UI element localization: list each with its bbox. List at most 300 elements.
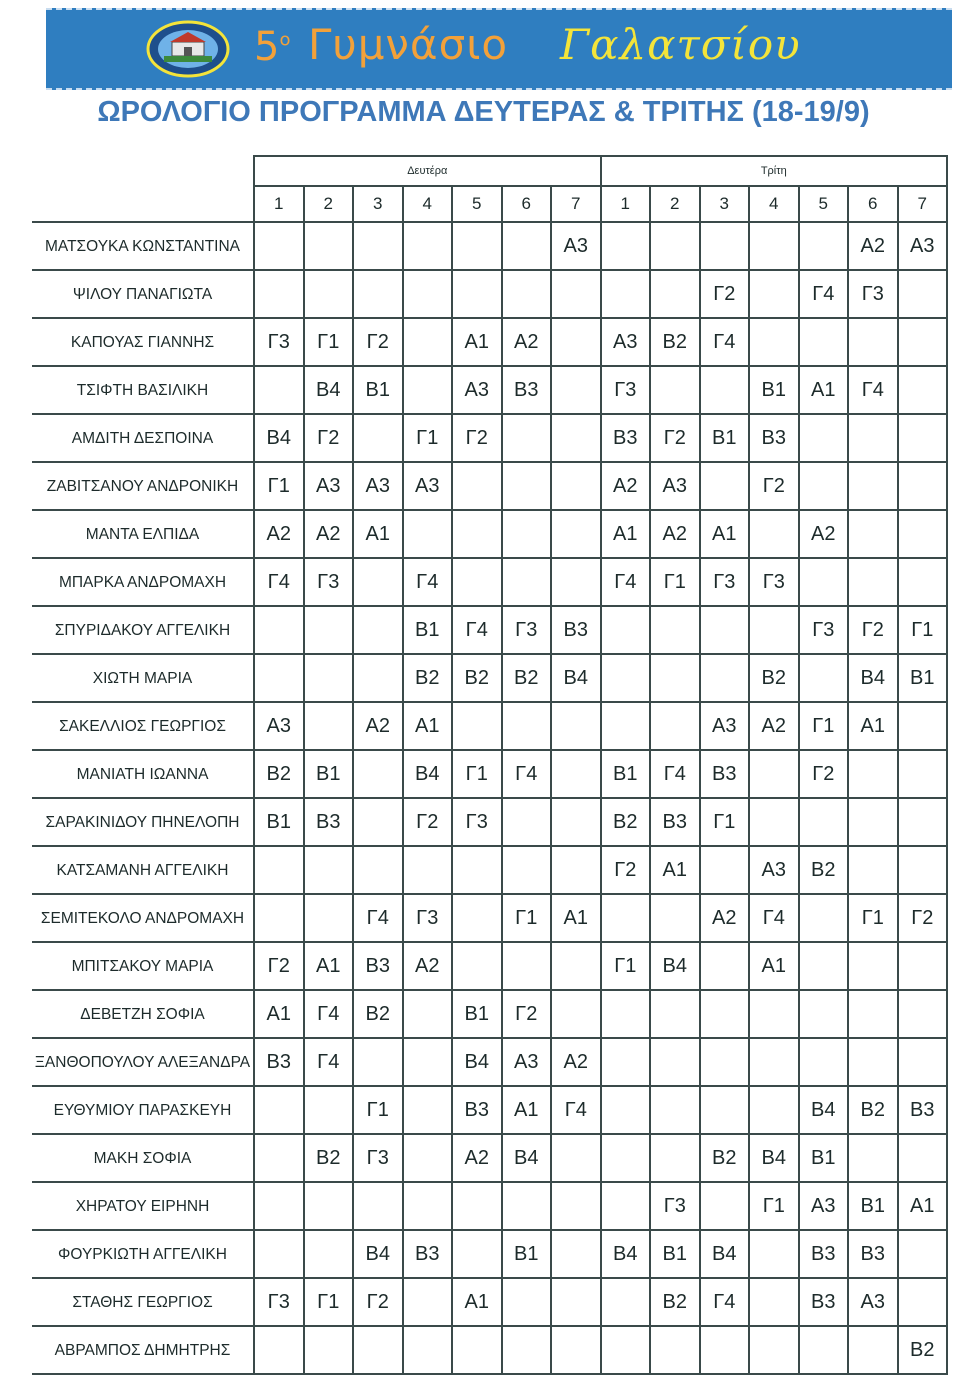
- teacher-name: ΑΜΔΙΤΗ ΔΕΣΠΟΙΝΑ: [32, 414, 254, 462]
- class-cell: [650, 1086, 700, 1134]
- class-cell: [304, 1326, 354, 1374]
- class-cell: [502, 558, 552, 606]
- teacher-name: ΜΠΑΡΚΑ ΑΝΔΡΟΜΑΧΗ: [32, 558, 254, 606]
- class-cell: [848, 846, 898, 894]
- class-cell: [749, 1086, 799, 1134]
- class-cell: [304, 702, 354, 750]
- class-cell: [898, 510, 948, 558]
- period-header: 6: [848, 186, 898, 222]
- class-cell: Γ2: [353, 318, 403, 366]
- class-cell: [452, 1182, 502, 1230]
- class-cell: [254, 270, 304, 318]
- class-cell: Β2: [403, 654, 453, 702]
- teacher-name: ΨΙΛΟΥ ΠΑΝΑΓΙΩΤΑ: [32, 270, 254, 318]
- class-cell: [898, 846, 948, 894]
- class-cell: [452, 510, 502, 558]
- class-cell: [403, 1326, 453, 1374]
- class-cell: Α1: [601, 510, 651, 558]
- teacher-name: ΜΑΚΗ ΣΟΦΙΑ: [32, 1134, 254, 1182]
- class-cell: Β2: [601, 798, 651, 846]
- class-cell: Α2: [650, 510, 700, 558]
- class-cell: Γ4: [749, 894, 799, 942]
- class-cell: [502, 414, 552, 462]
- class-cell: [353, 414, 403, 462]
- teacher-name: ΑΒΡΑΜΠΟΣ ΔΗΜΗΤΡΗΣ: [32, 1326, 254, 1374]
- class-cell: [502, 846, 552, 894]
- class-cell: [898, 702, 948, 750]
- class-cell: Β3: [304, 798, 354, 846]
- class-cell: [898, 1038, 948, 1086]
- class-cell: Β3: [749, 414, 799, 462]
- class-cell: [403, 366, 453, 414]
- class-cell: [502, 222, 552, 270]
- class-cell: Γ2: [304, 414, 354, 462]
- class-cell: Γ1: [898, 606, 948, 654]
- class-cell: [353, 846, 403, 894]
- class-cell: Γ4: [403, 558, 453, 606]
- class-cell: Γ1: [650, 558, 700, 606]
- class-cell: Γ1: [848, 894, 898, 942]
- class-cell: Β3: [700, 750, 750, 798]
- class-cell: [799, 798, 849, 846]
- teacher-row: [32, 1326, 947, 1374]
- class-cell: [452, 1230, 502, 1278]
- class-cell: Γ3: [304, 558, 354, 606]
- class-cell: [403, 318, 453, 366]
- class-cell: Α3: [353, 462, 403, 510]
- class-cell: Β4: [304, 366, 354, 414]
- class-cell: [848, 1134, 898, 1182]
- class-cell: [650, 1134, 700, 1182]
- class-cell: [799, 990, 849, 1038]
- class-cell: Γ4: [502, 750, 552, 798]
- class-cell: Α3: [700, 702, 750, 750]
- class-cell: [254, 654, 304, 702]
- class-cell: Α1: [452, 318, 502, 366]
- class-cell: Γ1: [799, 702, 849, 750]
- class-cell: [304, 270, 354, 318]
- class-cell: [848, 462, 898, 510]
- class-cell: Γ3: [700, 558, 750, 606]
- class-cell: Γ4: [700, 1278, 750, 1326]
- class-cell: [799, 1038, 849, 1086]
- class-cell: [551, 1134, 601, 1182]
- class-cell: Α1: [650, 846, 700, 894]
- class-cell: Β1: [700, 414, 750, 462]
- teacher-name: ΖΑΒΙΤΣΑΝΟΥ ΑΝΔΡΟΝΙΚΗ: [32, 462, 254, 510]
- class-cell: [848, 414, 898, 462]
- school-number: $5^o$: [254, 24, 291, 70]
- class-cell: [551, 1182, 601, 1230]
- class-cell: [601, 654, 651, 702]
- class-cell: Α3: [551, 222, 601, 270]
- class-cell: Β1: [650, 1230, 700, 1278]
- class-cell: Γ1: [353, 1086, 403, 1134]
- class-cell: [848, 1038, 898, 1086]
- class-cell: Γ1: [452, 750, 502, 798]
- class-cell: Α1: [254, 990, 304, 1038]
- class-cell: Γ3: [749, 558, 799, 606]
- class-cell: Β3: [551, 606, 601, 654]
- class-cell: Γ3: [799, 606, 849, 654]
- class-cell: [452, 702, 502, 750]
- class-cell: [502, 462, 552, 510]
- class-cell: [650, 654, 700, 702]
- class-cell: [848, 990, 898, 1038]
- class-cell: [898, 750, 948, 798]
- period-header: 5: [452, 186, 502, 222]
- class-cell: [353, 1038, 403, 1086]
- class-cell: [551, 942, 601, 990]
- class-cell: [700, 1326, 750, 1374]
- period-header: 1: [601, 186, 651, 222]
- class-cell: Β1: [403, 606, 453, 654]
- teacher-row: [32, 798, 947, 846]
- period-header: 3: [353, 186, 403, 222]
- class-cell: [452, 462, 502, 510]
- class-cell: Γ4: [452, 606, 502, 654]
- class-cell: Α2: [304, 510, 354, 558]
- class-cell: [353, 558, 403, 606]
- class-cell: [650, 702, 700, 750]
- class-cell: [848, 558, 898, 606]
- class-cell: Γ1: [304, 318, 354, 366]
- class-cell: Γ3: [353, 1134, 403, 1182]
- class-cell: [601, 222, 651, 270]
- teacher-row: [32, 1134, 947, 1182]
- class-cell: [749, 270, 799, 318]
- class-cell: Α1: [304, 942, 354, 990]
- teacher-name: ΕΥΘΥΜΙΟΥ ΠΑΡΑΣΚΕΥΗ: [32, 1086, 254, 1134]
- class-cell: [848, 1326, 898, 1374]
- teacher-name: ΜΠΙΤΣΑΚΟΥ ΜΑΡΙΑ: [32, 942, 254, 990]
- class-cell: Β1: [304, 750, 354, 798]
- class-cell: [452, 942, 502, 990]
- class-cell: Α3: [502, 1038, 552, 1086]
- teacher-row: [32, 654, 947, 702]
- class-cell: Α2: [848, 222, 898, 270]
- class-cell: [304, 222, 354, 270]
- class-cell: Γ4: [700, 318, 750, 366]
- class-cell: [502, 798, 552, 846]
- period-header: 5: [799, 186, 849, 222]
- day-header: Δευτέρα: [254, 156, 601, 186]
- class-cell: [502, 1326, 552, 1374]
- class-cell: [650, 894, 700, 942]
- class-cell: Β3: [898, 1086, 948, 1134]
- class-cell: [452, 222, 502, 270]
- class-cell: [551, 318, 601, 366]
- class-cell: Α1: [700, 510, 750, 558]
- school-banner: [46, 8, 952, 90]
- class-cell: Β3: [799, 1278, 849, 1326]
- class-cell: [749, 606, 799, 654]
- class-cell: [601, 1326, 651, 1374]
- class-cell: [898, 318, 948, 366]
- day-header: Τρίτη: [601, 156, 948, 186]
- class-cell: [254, 1086, 304, 1134]
- teacher-name: ΜΑΝΤΑ ΕΛΠΙΔΑ: [32, 510, 254, 558]
- class-cell: Β2: [353, 990, 403, 1038]
- class-cell: [799, 558, 849, 606]
- period-header: 4: [403, 186, 453, 222]
- class-cell: [254, 894, 304, 942]
- teacher-row: [32, 1086, 947, 1134]
- teacher-row: [32, 1278, 947, 1326]
- class-cell: [700, 462, 750, 510]
- class-cell: Γ1: [601, 942, 651, 990]
- class-cell: Β2: [749, 654, 799, 702]
- teacher-name: ΤΣΙΦΤΗ ΒΑΣΙΛΙΚΗ: [32, 366, 254, 414]
- class-cell: [700, 606, 750, 654]
- class-cell: Β4: [551, 654, 601, 702]
- class-cell: Β3: [601, 414, 651, 462]
- class-cell: Α3: [650, 462, 700, 510]
- teacher-name: ΔΕΒΕΤΖΗ ΣΟΦΙΑ: [32, 990, 254, 1038]
- corner-cell: [32, 186, 254, 222]
- class-cell: [551, 750, 601, 798]
- class-cell: [749, 990, 799, 1038]
- class-cell: [403, 510, 453, 558]
- class-cell: Α2: [601, 462, 651, 510]
- class-cell: [898, 366, 948, 414]
- class-cell: [749, 222, 799, 270]
- class-cell: [452, 558, 502, 606]
- class-cell: [898, 270, 948, 318]
- class-cell: Γ1: [749, 1182, 799, 1230]
- class-cell: Β4: [502, 1134, 552, 1182]
- class-cell: Β2: [848, 1086, 898, 1134]
- class-cell: [700, 654, 750, 702]
- class-cell: Β1: [749, 366, 799, 414]
- class-cell: [254, 846, 304, 894]
- period-header: 6: [502, 186, 552, 222]
- class-cell: [403, 1086, 453, 1134]
- teacher-row: [32, 558, 947, 606]
- schedule-table: [32, 155, 948, 1375]
- class-cell: [601, 1038, 651, 1086]
- teacher-name: ΜΑΝΙΑΤΗ ΙΩΑΝΝΑ: [32, 750, 254, 798]
- class-cell: Γ2: [700, 270, 750, 318]
- class-cell: Α3: [304, 462, 354, 510]
- class-cell: Β2: [700, 1134, 750, 1182]
- class-cell: Β1: [452, 990, 502, 1038]
- class-cell: Α2: [452, 1134, 502, 1182]
- class-cell: [898, 942, 948, 990]
- class-cell: [551, 1230, 601, 1278]
- class-cell: [452, 894, 502, 942]
- class-cell: Β4: [403, 750, 453, 798]
- class-cell: [502, 942, 552, 990]
- class-cell: [650, 366, 700, 414]
- class-cell: [848, 510, 898, 558]
- class-cell: [650, 1038, 700, 1086]
- class-cell: Α3: [848, 1278, 898, 1326]
- class-cell: Β3: [452, 1086, 502, 1134]
- class-cell: Γ2: [403, 798, 453, 846]
- class-cell: [749, 750, 799, 798]
- teacher-name: ΞΑΝΘΟΠΟΥΛΟΥ ΑΛΕΞΑΝΔΡΑ: [32, 1038, 254, 1086]
- class-cell: Α2: [700, 894, 750, 942]
- class-cell: [749, 798, 799, 846]
- class-cell: Β4: [254, 414, 304, 462]
- class-cell: Β1: [502, 1230, 552, 1278]
- class-cell: [601, 1134, 651, 1182]
- class-cell: [304, 1086, 354, 1134]
- class-cell: Β3: [353, 942, 403, 990]
- class-cell: Γ4: [551, 1086, 601, 1134]
- class-cell: [353, 750, 403, 798]
- class-cell: [749, 1038, 799, 1086]
- class-cell: [304, 846, 354, 894]
- class-cell: [848, 318, 898, 366]
- class-cell: [601, 894, 651, 942]
- class-cell: Γ3: [650, 1182, 700, 1230]
- class-cell: Α3: [254, 702, 304, 750]
- class-cell: Γ4: [353, 894, 403, 942]
- period-header: 7: [551, 186, 601, 222]
- class-cell: [700, 366, 750, 414]
- class-cell: Γ4: [601, 558, 651, 606]
- class-cell: [700, 846, 750, 894]
- class-cell: Β4: [601, 1230, 651, 1278]
- period-header: 2: [304, 186, 354, 222]
- class-cell: [799, 654, 849, 702]
- class-cell: [799, 414, 849, 462]
- class-cell: [403, 1278, 453, 1326]
- class-cell: [254, 1134, 304, 1182]
- class-cell: [551, 702, 601, 750]
- class-cell: Γ4: [254, 558, 304, 606]
- teacher-row: [32, 894, 947, 942]
- teacher-row: [32, 990, 947, 1038]
- class-cell: [601, 270, 651, 318]
- class-cell: Β1: [601, 750, 651, 798]
- teacher-row: [32, 510, 947, 558]
- teacher-name: ΣΤΑΘΗΣ ΓΕΩΡΓΙΟΣ: [32, 1278, 254, 1326]
- class-cell: Β2: [799, 846, 849, 894]
- teacher-row: [32, 702, 947, 750]
- class-cell: Α1: [848, 702, 898, 750]
- class-cell: Α3: [403, 462, 453, 510]
- class-cell: Γ1: [254, 462, 304, 510]
- class-cell: Β3: [650, 798, 700, 846]
- class-cell: [898, 558, 948, 606]
- class-cell: Γ2: [898, 894, 948, 942]
- class-cell: Γ2: [749, 462, 799, 510]
- class-cell: [799, 942, 849, 990]
- class-cell: [254, 1182, 304, 1230]
- class-cell: Γ2: [799, 750, 849, 798]
- class-cell: [898, 798, 948, 846]
- class-cell: [304, 1182, 354, 1230]
- class-cell: Γ1: [304, 1278, 354, 1326]
- class-cell: [254, 222, 304, 270]
- class-cell: Γ1: [502, 894, 552, 942]
- class-cell: [254, 366, 304, 414]
- class-cell: [304, 654, 354, 702]
- class-cell: [502, 702, 552, 750]
- class-cell: [601, 990, 651, 1038]
- class-cell: [403, 1134, 453, 1182]
- class-cell: Β3: [848, 1230, 898, 1278]
- class-cell: [898, 990, 948, 1038]
- class-cell: [551, 1326, 601, 1374]
- banner-school-type: Γυμνάσιο: [308, 20, 509, 69]
- class-cell: [403, 990, 453, 1038]
- class-cell: [650, 990, 700, 1038]
- class-cell: [799, 222, 849, 270]
- class-cell: [452, 1326, 502, 1374]
- class-cell: Γ4: [650, 750, 700, 798]
- class-cell: Γ2: [502, 990, 552, 1038]
- class-cell: Β2: [304, 1134, 354, 1182]
- class-cell: Β2: [502, 654, 552, 702]
- teacher-row: [32, 606, 947, 654]
- class-cell: [650, 1326, 700, 1374]
- teacher-name: ΜΑΤΣΟΥΚΑ ΚΩΝΣΤΑΝΤΙΝΑ: [32, 222, 254, 270]
- class-cell: [551, 558, 601, 606]
- class-cell: Β4: [700, 1230, 750, 1278]
- class-cell: [304, 894, 354, 942]
- class-cell: [601, 1278, 651, 1326]
- class-cell: [353, 654, 403, 702]
- class-cell: Α2: [403, 942, 453, 990]
- class-cell: Γ2: [353, 1278, 403, 1326]
- class-cell: [502, 1182, 552, 1230]
- class-cell: Α2: [502, 318, 552, 366]
- class-cell: [353, 270, 403, 318]
- class-cell: [700, 1038, 750, 1086]
- class-cell: Α1: [452, 1278, 502, 1326]
- class-cell: [700, 222, 750, 270]
- class-cell: [551, 270, 601, 318]
- class-cell: Α2: [353, 702, 403, 750]
- class-cell: Α1: [551, 894, 601, 942]
- class-cell: [700, 1182, 750, 1230]
- class-cell: [551, 798, 601, 846]
- class-cell: Β4: [353, 1230, 403, 1278]
- class-cell: [898, 414, 948, 462]
- teacher-row: [32, 942, 947, 990]
- page-title: ΩΡΟΛΟΓΙΟ ΠΡΟΓΡΑΜΜΑ ΔΕΥΤΕΡΑΣ & ΤΡΙΤΗΣ (18-19/9): [97, 96, 870, 128]
- class-cell: [551, 990, 601, 1038]
- class-cell: Β4: [799, 1086, 849, 1134]
- class-cell: [848, 750, 898, 798]
- class-cell: Γ2: [601, 846, 651, 894]
- class-cell: [254, 606, 304, 654]
- class-cell: Γ3: [452, 798, 502, 846]
- teacher-name: ΣΠΥΡΙΔΑΚΟΥ ΑΓΓΕΛΙΚΗ: [32, 606, 254, 654]
- class-cell: [749, 510, 799, 558]
- class-cell: Β4: [650, 942, 700, 990]
- class-cell: Β2: [650, 318, 700, 366]
- teacher-row: [32, 222, 947, 270]
- teacher-row: [32, 1038, 947, 1086]
- class-cell: Γ3: [403, 894, 453, 942]
- class-cell: Α2: [551, 1038, 601, 1086]
- class-cell: [304, 606, 354, 654]
- school-crest-logo: [146, 20, 230, 78]
- teacher-row: [32, 846, 947, 894]
- class-cell: [353, 1326, 403, 1374]
- class-cell: [898, 1230, 948, 1278]
- class-cell: [551, 414, 601, 462]
- class-cell: Α2: [749, 702, 799, 750]
- class-cell: [749, 1278, 799, 1326]
- class-cell: [452, 270, 502, 318]
- class-cell: [353, 606, 403, 654]
